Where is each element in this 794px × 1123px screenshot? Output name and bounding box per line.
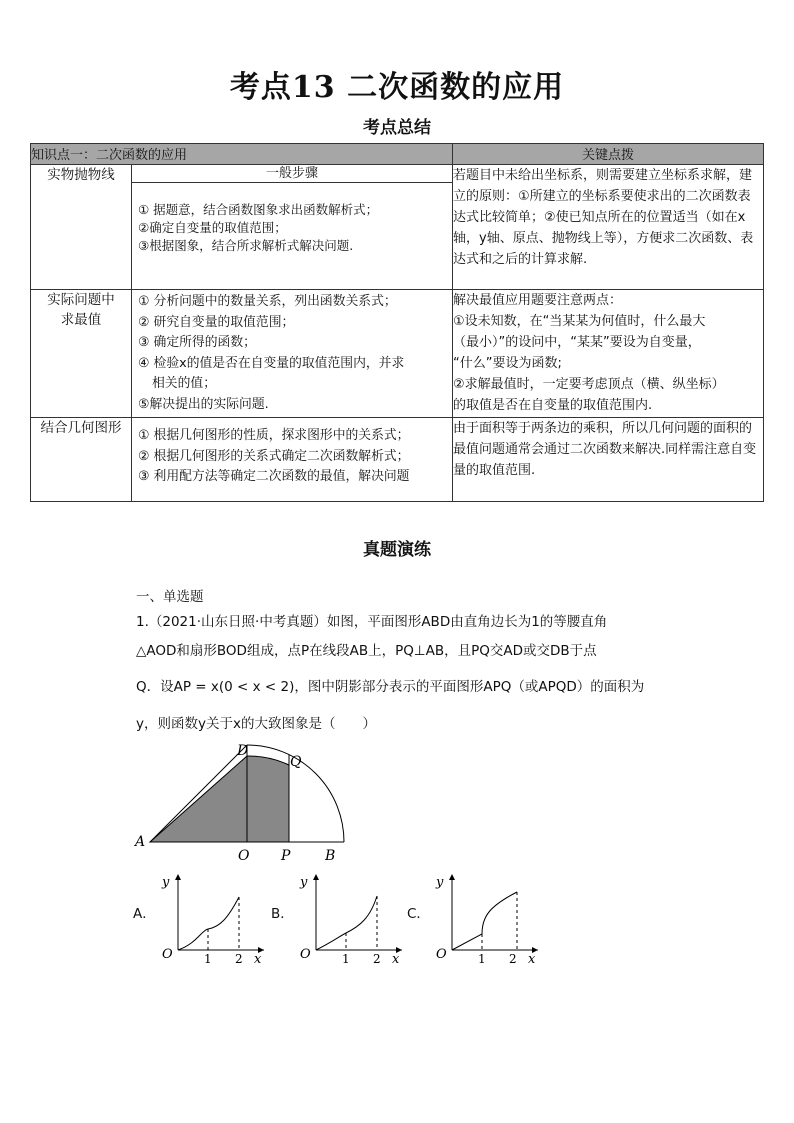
step-item: ② 根据几何图形的关系式确定二次函数解析式； (138, 448, 410, 464)
question-line: y，则函数y关于x的大致图象是（ ） (136, 716, 376, 732)
option-label[interactable]: C． (407, 906, 430, 922)
option-b-graph[interactable] (294, 868, 409, 966)
row-label-line: 求最值 (60, 312, 102, 328)
key-line: 的取值是否在自变量的取值范围内. (453, 398, 653, 413)
steps-header: 一般步骤 (132, 165, 452, 183)
steps-cell (132, 165, 453, 290)
row-label: 实物抛物线 (31, 165, 132, 290)
option-label[interactable]: A． (133, 906, 156, 922)
steps-list (132, 183, 452, 259)
key-points-cell: 由于面积等于两条边的乘积，所以几何问题的面积的最值问题通常会通过二次函数来解决.同样需注意自变量的取值范围. (453, 418, 764, 502)
geometry-figure (130, 742, 350, 862)
option-label[interactable]: B． (271, 906, 294, 922)
row-label (31, 290, 132, 418)
curve (452, 892, 517, 950)
step-item: ③ 确定所得的函数； (138, 335, 256, 350)
key-line: 解决最值应用题要注意两点： (453, 293, 623, 308)
key-line: “什么”要设为函数; (453, 356, 562, 371)
label-q: Q (290, 754, 302, 770)
part-heading: 一、单选题 (136, 589, 204, 605)
y-label: y (162, 875, 170, 890)
step-item: ② 研究自变量的取值范围； (138, 314, 295, 330)
summary-heading: 考点总结 (363, 118, 431, 138)
step-item: ① 分析问题中的数量关系，列出函数关系式； (138, 294, 397, 309)
steps-cell (132, 290, 453, 418)
y-arrow (313, 874, 319, 880)
page-title: 考点13 二次函数的应用 (229, 70, 565, 105)
table-header-left: 知识点一：二次函数的应用 (31, 144, 453, 165)
origin-label: O (162, 947, 173, 962)
exercise-heading: 真题演练 (363, 540, 431, 560)
step-item: ⑤解决提出的实际问题. (138, 396, 269, 412)
steps-list (132, 418, 452, 492)
x-label: x (528, 952, 536, 966)
key-line: ①设未知数，在“当某某为何值时，什么最大 (453, 314, 706, 329)
tick-label: 2 (235, 952, 243, 966)
row-label: 结合几何图形 (31, 418, 132, 502)
tick-label: 1 (478, 952, 486, 966)
step-item: ① 据题意，结合函数图象求出函数解析式； (138, 202, 379, 217)
label-b: B (325, 848, 336, 862)
x-label: x (392, 952, 400, 966)
origin-label: O (300, 947, 311, 962)
tick-label: 1 (342, 952, 350, 966)
step-item: ③根据图象，结合所求解析式解决问题. (138, 238, 354, 253)
origin-label: O (436, 947, 447, 962)
step-item: ③ 利用配方法等确定二次函数的最值，解决问题 (138, 469, 410, 484)
option-c-graph[interactable] (430, 868, 545, 966)
label-o: O (238, 848, 250, 862)
row-label-line: 实际问题中 (47, 292, 115, 308)
label-a: A (135, 834, 146, 850)
step-item: ④ 检验x的值是否在自变量的取值范围内，并求 (138, 355, 405, 371)
step-item: ②确定自变量的取值范围； (138, 220, 287, 235)
step-item: ① 根据几何图形的性质，探求图形中的关系式； (138, 428, 410, 443)
x-label: x (254, 952, 262, 966)
label-d: D (237, 743, 249, 759)
label-p: P (281, 848, 291, 862)
steps-list (132, 290, 452, 417)
key-line: ②求解最值时，一定要考虑顶点（横、纵坐标） (453, 377, 725, 392)
question-line: △AOD和扇形BOD组成，点P在线段AB上，PQ⊥AB，且PQ交AD或交DB于点 (136, 643, 597, 659)
table-header-right: 关键点拨 (453, 144, 764, 165)
question-line: Q．设AP = x(0 < x < 2)，图中阴影部分表示的平面图形APQ（或APQD）的面积为 (136, 679, 645, 695)
steps-cell (132, 418, 453, 502)
option-a-graph[interactable] (156, 868, 271, 966)
y-label: y (436, 875, 444, 890)
step-item: 相关的值； (152, 376, 216, 391)
y-arrow (175, 874, 181, 880)
tick-label: 2 (509, 952, 517, 966)
question-line: 1.（2021·山东日照·中考真题）如图，平面图形ABD由直角边长为1的等腰直角 (136, 614, 608, 630)
y-label: y (300, 875, 308, 890)
tick-label: 1 (204, 952, 212, 966)
tick-label: 2 (373, 952, 381, 966)
key-points-cell: 若题目中未给出坐标系，则需要建立坐标系求解，建立的原则：①所建立的坐标系要使求出的二次函数表达式比较简单；②使已知点所在的位置适当（如在x轴，y轴、原点、抛物线上等），方便求二次函数、表达式和之后的计算求解. (453, 165, 764, 290)
key-points-cell (453, 290, 764, 418)
key-line: （最小）”的设问中，“某某”要设为自变量， (453, 335, 701, 350)
y-arrow (449, 874, 455, 880)
knowledge-table (30, 143, 764, 502)
shaded-region (150, 756, 289, 842)
